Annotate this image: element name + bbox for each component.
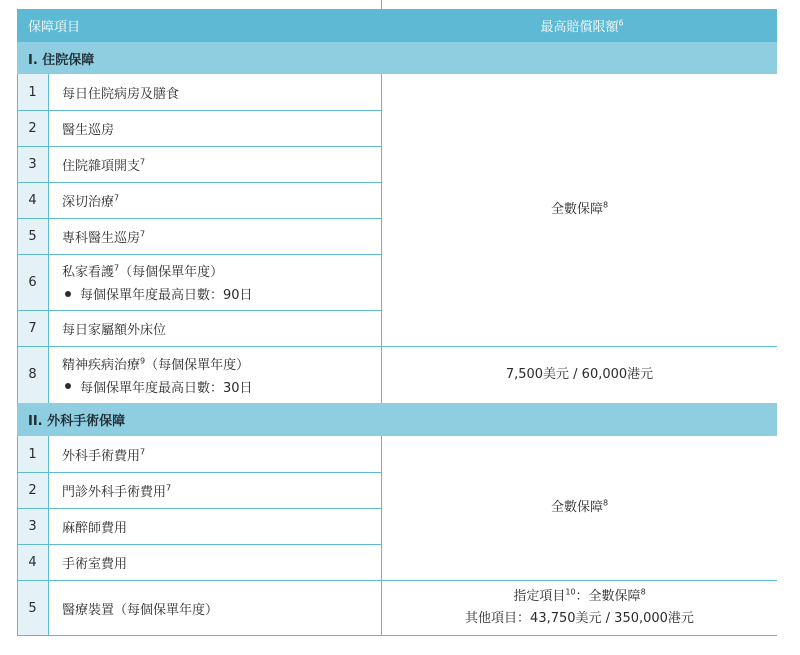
- header-limit-label: 最高賠償限額: [540, 20, 619, 35]
- bullet-icon: [65, 291, 71, 297]
- row-divider: [17, 580, 777, 581]
- row-number: 4: [17, 182, 48, 218]
- limit-text: 7,500美元 / 60,000港元: [505, 366, 654, 382]
- column-divider: [48, 436, 49, 636]
- row-divider: [17, 146, 382, 147]
- footnote-ref: 7: [140, 157, 146, 167]
- bullet-icon: [65, 383, 71, 389]
- item-label: 每日家屬額外床位: [62, 322, 167, 338]
- table-row: [49, 182, 381, 218]
- table-row: [49, 310, 381, 346]
- item-suffix: （每個保單年度）: [114, 602, 219, 618]
- section-title: I. 住院保障: [17, 42, 777, 74]
- table-row: [49, 472, 381, 508]
- table-row: [49, 508, 381, 544]
- footnote-ref: 8: [602, 200, 609, 210]
- limit-text: 全數保障: [550, 202, 603, 217]
- header-top-divider: [381, 0, 382, 9]
- table-bottom-border: [17, 635, 777, 636]
- limit-psych: [382, 346, 777, 403]
- row-divider: [17, 182, 382, 183]
- row-number: 2: [17, 110, 48, 146]
- limit-text: 全數保障: [550, 500, 603, 515]
- table-row: [49, 110, 381, 146]
- column-divider: [381, 436, 382, 636]
- row-number: 5: [17, 218, 48, 254]
- footnote-ref: 7: [166, 483, 172, 493]
- footnote-ref: 6: [618, 18, 624, 28]
- row-divider: [17, 346, 777, 347]
- row-number: 1: [17, 436, 48, 472]
- footnote-ref: 8: [602, 498, 609, 508]
- column-divider: [17, 74, 18, 403]
- footnote-ref: 7: [140, 447, 146, 457]
- row-divider: [17, 544, 382, 545]
- footnote-ref: 10: [565, 587, 576, 597]
- item-label: 外科手術費用: [62, 448, 141, 464]
- footnote-ref: 7: [114, 193, 120, 203]
- item-label: 醫療裝置: [62, 602, 115, 618]
- table-row: [49, 254, 381, 310]
- column-divider: [48, 74, 49, 403]
- item-bullet-text: 每個保單年度最高日數：30日: [80, 380, 253, 396]
- item-label: 門診外科手術費用: [62, 484, 167, 500]
- item-label: 精神疾病治療: [62, 357, 141, 373]
- item-bullet-text: 每個保單年度最高日數：90日: [80, 288, 253, 303]
- header-limit-col: [540, 16, 623, 35]
- row-number: 3: [17, 146, 48, 182]
- column-divider: [381, 74, 382, 403]
- item-label: 私家看護: [62, 265, 115, 280]
- row-divider: [17, 310, 382, 311]
- footnote-ref: 8: [640, 587, 646, 597]
- footnote-ref: 7: [114, 263, 120, 273]
- row-number: 5: [17, 580, 48, 636]
- row-number: 4: [17, 544, 48, 580]
- item-label: 麻醉師費用: [62, 520, 128, 536]
- table-row: [49, 74, 381, 110]
- table-row: [49, 218, 381, 254]
- limit-text: ：全數保障: [575, 589, 641, 604]
- table-row: [49, 580, 381, 636]
- item-suffix: （每個保單年度）: [145, 357, 250, 373]
- item-label: 專科醫生巡房: [62, 230, 141, 246]
- row-divider: [17, 218, 382, 219]
- footnote-ref: 9: [140, 356, 146, 366]
- row-number: 1: [17, 74, 48, 110]
- limit-text: 其他項目：43,750美元 / 350,000港元: [465, 611, 694, 626]
- row-divider: [17, 110, 382, 111]
- item-label: 住院雜項開支: [62, 158, 141, 174]
- row-number: 7: [17, 310, 48, 346]
- row-number: 3: [17, 508, 48, 544]
- row-divider: [17, 508, 382, 509]
- limit-full-cover: [382, 74, 777, 346]
- limit-full-cover: [382, 436, 777, 580]
- limit-device: [382, 580, 777, 636]
- row-divider: [17, 472, 382, 473]
- item-label: 醫生巡房: [62, 122, 115, 138]
- footnote-ref: 7: [140, 229, 146, 239]
- item-label: 深切治療: [62, 194, 115, 210]
- table-row: [49, 346, 381, 403]
- table-row: [49, 436, 381, 472]
- section-title: II. 外科手術保障: [17, 403, 777, 436]
- table-row: [49, 146, 381, 182]
- item-suffix: （每個保單年度）: [119, 265, 224, 280]
- column-divider: [17, 436, 18, 636]
- table-header: [17, 9, 777, 42]
- table-row: [49, 544, 381, 580]
- row-number: 2: [17, 472, 48, 508]
- item-label: 每日住院病房及膳食: [62, 86, 180, 102]
- item-label: 手術室費用: [62, 556, 128, 572]
- row-divider: [17, 254, 382, 255]
- row-number: 6: [17, 254, 48, 310]
- row-number: 8: [17, 346, 48, 403]
- header-item-col: 保障項目: [28, 20, 81, 35]
- limit-text: 指定項目: [513, 589, 566, 604]
